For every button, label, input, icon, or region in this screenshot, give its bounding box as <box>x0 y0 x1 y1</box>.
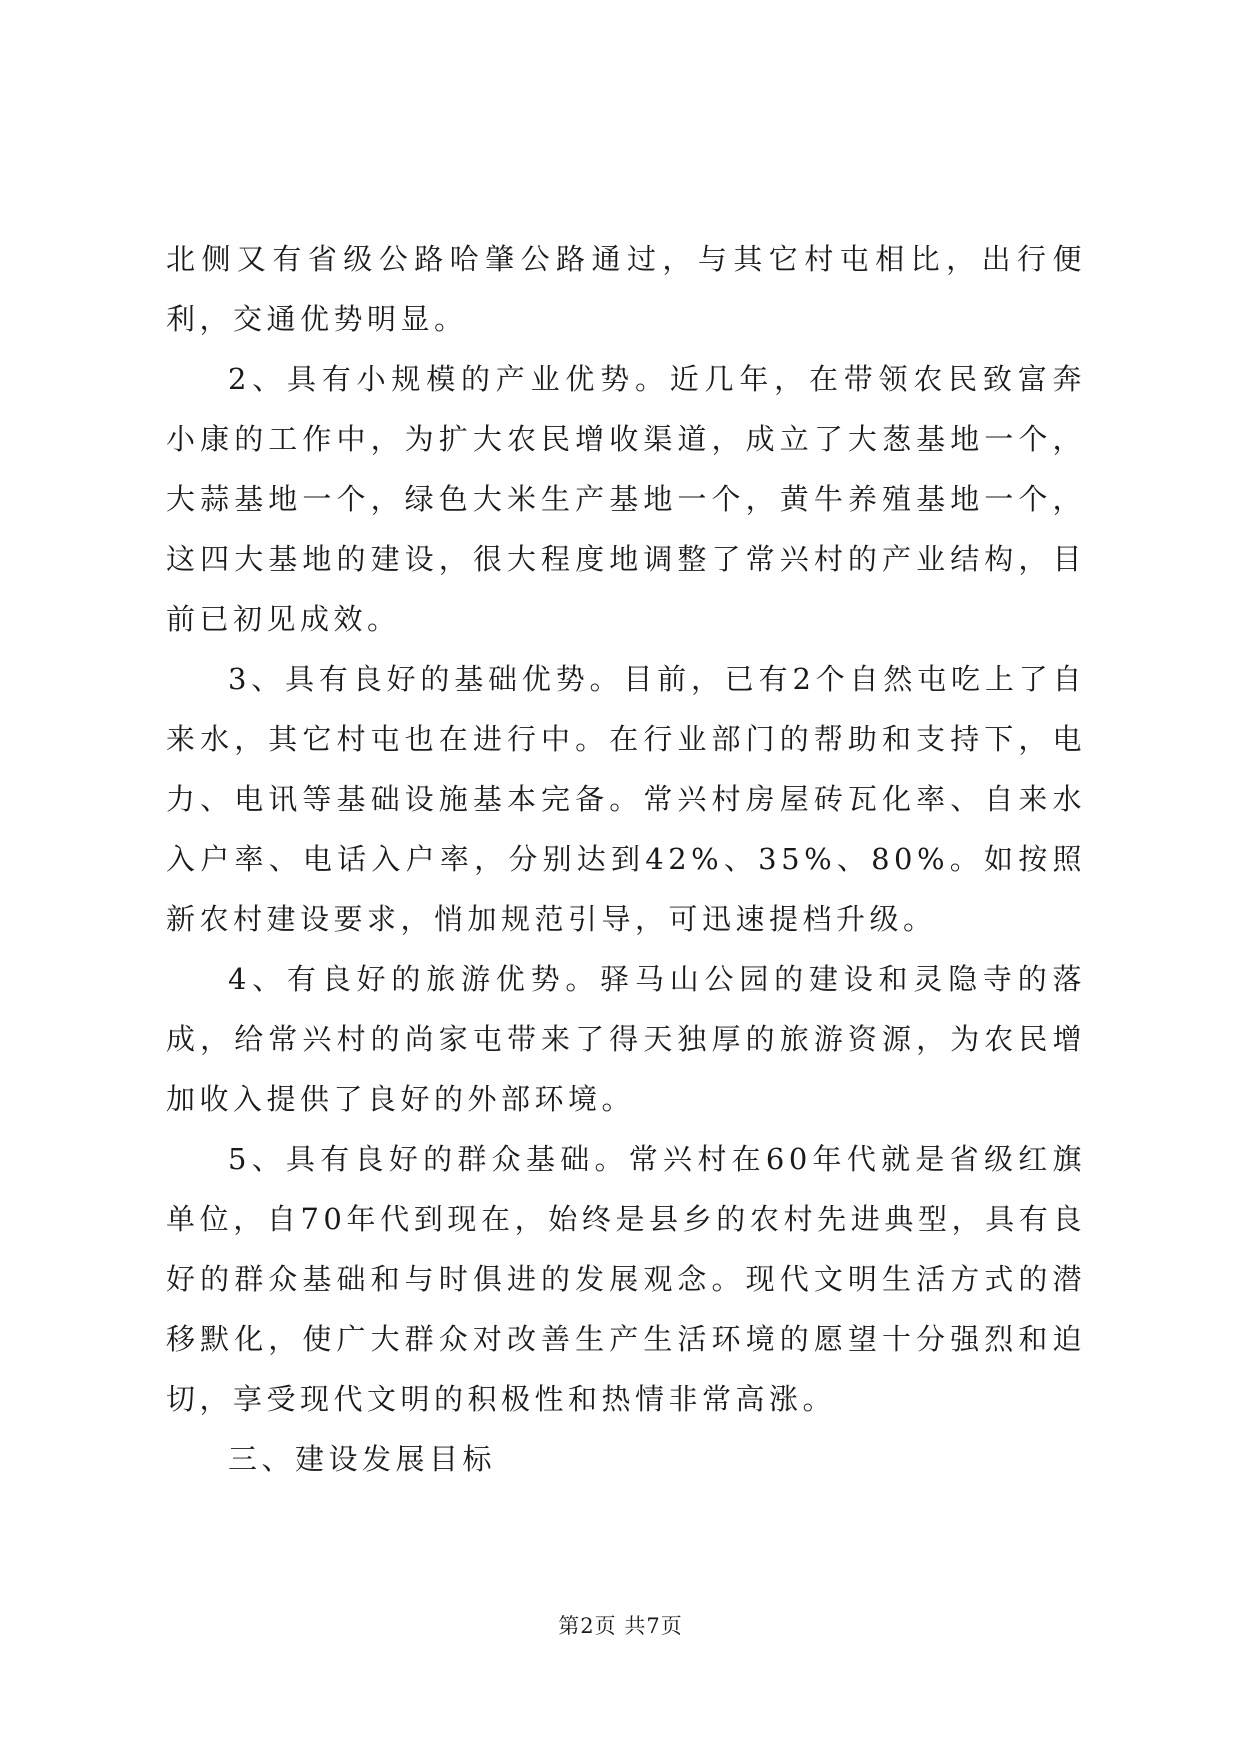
paragraph-industry-advantage: 2、具有小规模的产业优势。近几年，在带领农民致富奔小康的工作中，为扩大农民增收渠道，成立了大葱基地一个，大蒜基地一个，绿色大米生产基地一个，黄牛养殖基地一个，这四大基地的建设，很大程度地调整了常兴村的产业结构，目前已初见成效。 <box>166 362 1086 636</box>
page-number-footer: 第2页 共7页 <box>558 1614 683 1638</box>
section-heading: 三、建设发展目标 <box>228 1442 497 1476</box>
paragraph-public-foundation: 5、具有良好的群众基础。常兴村在60年代就是省级红旗单位，自70年代到现在，始终是县乡的农村先进典型，具有良好的群众基础和与时俱进的发展观念。现代文明生活方式的潜移默化，使广大群众对改善生产生活环境的愿望十分强烈和迫切，享受现代文明的积极性和热情非常高涨。 <box>166 1142 1086 1416</box>
paragraph-tourism-advantage: 4、有良好的旅游优势。驿马山公园的建设和灵隐寺的落成，给常兴村的尚家屯带来了得天独厚的旅游资源，为农民增加收入提供了良好的外部环境。 <box>166 962 1086 1116</box>
paragraph-continuation: 北侧又有省级公路哈肇公路通过，与其它村屯相比，出行便利，交通优势明显。 <box>166 242 1086 336</box>
paragraph-infrastructure-advantage: 3、具有良好的基础优势。目前，已有2个自然屯吃上了自来水，其它村屯也在进行中。在行业部门的帮助和支持下，电力、电讯等基础设施基本完备。常兴村房屋砖瓦化率、自来水入户率、电话入户率，分别达到42%、35%、80%。如按照新农村建设要求，悄加规范引导，可迅速提档升级。 <box>166 662 1086 936</box>
body-text <box>166 229 1086 1489</box>
